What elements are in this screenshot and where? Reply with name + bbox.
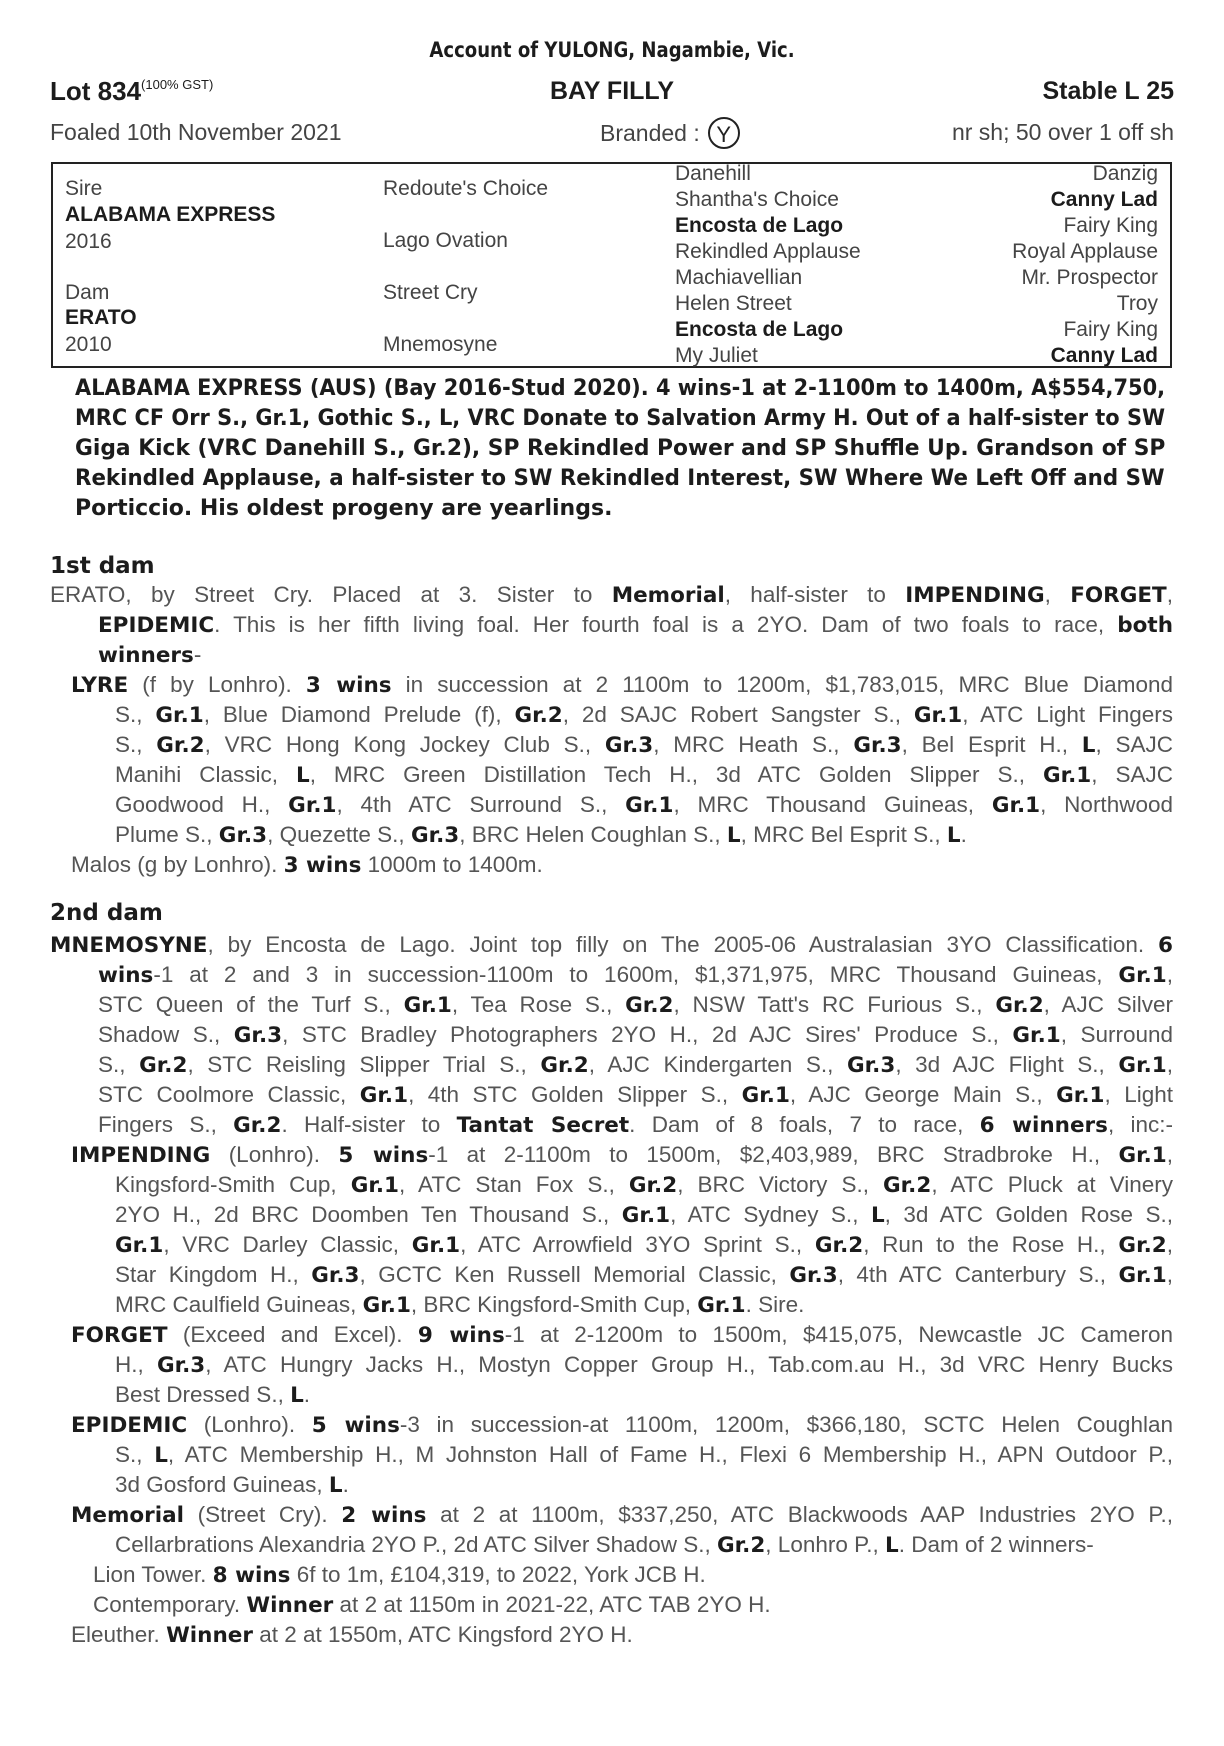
sire-summary-line: ALABAMA EXPRESS (AUS) (Bay 2016-Stud 2020). 4 wins-1 at 2-1100m to 1400m, A$554,750,: [75, 376, 1166, 401]
text-run: , GCTC Ken Russell Memorial Classic,: [359, 1262, 790, 1287]
highlight-text: wins: [98, 963, 154, 988]
text-run: , BRC Victory S.,: [677, 1172, 883, 1197]
highlight-text: 5 wins: [311, 1413, 400, 1438]
branded-label: Branded :: [600, 119, 700, 146]
second-dam-line: [71, 1140, 1173, 1171]
text-run: 2YO H., 2d BRC Doomben Ten Thousand S.,: [115, 1202, 622, 1227]
second-dam-line: [98, 1080, 1173, 1111]
dam-label: Dam: [65, 281, 110, 304]
text-run: , ATC Arrowfield 3YO Sprint S.,: [460, 1232, 815, 1257]
text-run: at 2 at 1550m, ATC Kingsford 2YO H.: [252, 1622, 633, 1647]
text-run: , STC Reisling Slipper Trial S.,: [187, 1052, 541, 1077]
sire-summary: [75, 374, 1165, 524]
second-dam-line: [71, 1410, 1173, 1441]
first-dam-line: [71, 670, 1173, 701]
second-dam-line: [93, 1560, 706, 1591]
text-run: . This is her fifth living foal. Her fourth foal is a 2YO. Dam of two foals to race,: [214, 612, 1118, 637]
text-run: Malos (g by Lonhro).: [71, 852, 284, 877]
highlight-text: L: [328, 1473, 343, 1498]
highlight-text: Gr.2: [233, 1113, 282, 1138]
text-run: , Run to the Rose H.,: [863, 1232, 1119, 1257]
highlight-text: Gr.2: [625, 993, 674, 1018]
text-run: Best Dressed S.,: [115, 1382, 291, 1407]
highlight-text: Gr.1: [359, 1083, 409, 1108]
highlight-text: 2 wins: [341, 1503, 427, 1528]
text-run: at 2 at 1150m in 2021-22, ATC TAB 2YO H.: [333, 1592, 771, 1617]
pedigree-gen3: Encosta de Lago: [675, 214, 844, 237]
highlight-text: L: [154, 1443, 168, 1468]
text-run: Eleuther.: [71, 1622, 167, 1647]
text-run: , Northwood: [1040, 792, 1173, 817]
pedigree-gen2: Street Cry: [383, 281, 478, 304]
highlight-text: 8 wins: [212, 1563, 291, 1588]
text-run: -3 in succession-at 1100m, 1200m, $366,180, SCTC Helen Coughlan: [399, 1412, 1173, 1437]
second-dam-line: [115, 1290, 804, 1321]
highlight-text: L: [726, 823, 741, 848]
text-run: , NSW Tatt's RC Furious S.,: [673, 992, 996, 1017]
text-run: S.,: [115, 1442, 155, 1467]
second-dam-line: [98, 960, 1173, 991]
text-run: , ATC Light Fingers: [962, 702, 1173, 727]
text-run: H.,: [115, 1352, 157, 1377]
highlight-text: Tantat Secret: [456, 1113, 630, 1138]
text-run: , 3d ATC Golden Rose S.,: [884, 1202, 1174, 1227]
text-run: , 4th ATC Canterbury S.,: [837, 1262, 1119, 1287]
highlight-text: Gr.2: [716, 1533, 766, 1558]
second-dam-line: [115, 1530, 1094, 1561]
highlight-text: Gr.2: [1118, 1233, 1167, 1258]
highlight-text: Gr.1: [362, 1293, 411, 1318]
text-run: , Blue Diamond Prelude (f),: [203, 702, 515, 727]
text-run: Shadow S.,: [98, 1022, 234, 1047]
text-run: ,: [1166, 1142, 1174, 1167]
brand-circle-icon: [708, 117, 740, 149]
highlight-text: 6 winners: [979, 1113, 1108, 1138]
first-dam-line: [115, 790, 1173, 821]
highlight-text: Gr.1: [411, 1233, 461, 1258]
pedigree-gen2: Lago Ovation: [383, 229, 508, 252]
text-run: , MRC Heath S.,: [653, 732, 854, 757]
first-dam-line: [98, 610, 1173, 641]
highlight-text: L: [884, 1533, 899, 1558]
pedigree-gen3: Shantha's Choice: [675, 188, 839, 211]
foaled-date: Foaled 10th November 2021: [50, 119, 342, 145]
highlight-text: winners: [98, 643, 194, 668]
text-run: , Light: [1104, 1082, 1173, 1107]
pedigree-gen3: Helen Street: [675, 292, 792, 315]
second-dam-line: [50, 930, 1173, 961]
text-run: ,: [1166, 582, 1173, 607]
second-dam-line: [115, 1350, 1173, 1381]
first-dam-heading: 1st dam: [50, 553, 155, 579]
highlight-text: Winner: [246, 1593, 334, 1618]
second-dam-heading: 2nd dam: [50, 900, 163, 926]
highlight-text: L: [870, 1203, 885, 1228]
highlight-text: EPIDEMIC: [98, 613, 215, 638]
text-run: Star Kingdom H.,: [115, 1262, 312, 1287]
text-run: ERATO, by Street Cry. Placed at 3. Sister to: [50, 582, 612, 607]
text-run: S.,: [98, 1052, 140, 1077]
highlight-text: Gr.3: [604, 733, 654, 758]
text-run: (f by Lonhro).: [128, 672, 306, 697]
text-run: , VRC Darley Classic,: [163, 1232, 412, 1257]
highlight-text: Gr.3: [218, 823, 268, 848]
pedigree-gen4: Fairy King: [1063, 214, 1158, 237]
highlight-text: Memorial: [611, 583, 725, 608]
highlight-text: Gr.1: [115, 1233, 164, 1258]
text-run: Lion Tower.: [93, 1562, 213, 1587]
highlight-text: Gr.1: [403, 993, 452, 1018]
text-run: at 2 at 1100m, $337,250, ATC Blackwoods AAP Industries 2YO P.,: [426, 1502, 1174, 1527]
text-run: , AJC Kindergarten S.,: [588, 1052, 847, 1077]
highlight-text: 9 wins: [417, 1323, 505, 1348]
sire-summary-line: Giga Kick (VRC Danehill S., Gr.2), SP Rekindled Power and SP Shuffle Up. Grandson of SP: [75, 436, 1166, 461]
second-dam-line: [115, 1260, 1173, 1291]
text-run: . Dam of 2 winners-: [898, 1532, 1094, 1557]
first-dam-line: [115, 760, 1173, 791]
highlight-text: Gr.2: [814, 1233, 864, 1258]
highlight-text: MNEMOSYNE: [50, 933, 208, 958]
highlight-text: Gr.1: [1118, 1143, 1167, 1168]
text-run: -: [193, 642, 202, 667]
pedigree-gen3: Danehill: [675, 162, 751, 185]
text-run: Fingers S.,: [98, 1112, 234, 1137]
highlight-text: Gr.3: [847, 1053, 896, 1078]
sire-year: 2016: [65, 230, 112, 253]
text-run: , ATC Membership H., M Johnston Hall of Fame H., Flexi 6 Membership H., APN Outdoor P.,: [167, 1442, 1174, 1467]
highlight-text: Gr.3: [410, 823, 460, 848]
second-dam-line: [115, 1230, 1173, 1261]
pedigree-gen4: Troy: [1116, 292, 1158, 315]
second-dam-line: [71, 1320, 1173, 1351]
second-dam-line: [115, 1170, 1173, 1201]
text-run: ,: [1166, 1052, 1173, 1077]
pedigree-gen3: My Juliet: [675, 344, 758, 367]
text-run: , by Encosta de Lago. Joint top filly on The 2005-06 Australasian 3YO Classification.: [207, 932, 1159, 957]
text-run: ,: [1166, 1262, 1174, 1287]
text-run: . Dam of 8 foals, 7 to race,: [629, 1112, 980, 1137]
text-run: in succession at 2 1100m to 1200m, $1,783,015, MRC Blue Diamond: [391, 672, 1173, 697]
highlight-text: Gr.3: [853, 733, 902, 758]
highlight-text: Winner: [166, 1623, 253, 1648]
highlight-text: Gr.1: [155, 703, 204, 728]
highlight-text: IMPENDING: [71, 1143, 211, 1168]
highlight-text: Gr.2: [995, 993, 1044, 1018]
text-run: , BRC Helen Coughlan S.,: [459, 822, 727, 847]
text-run: , ATC Sydney S.,: [670, 1202, 871, 1227]
highlight-text: Gr.1: [991, 793, 1041, 818]
pedigree-gen4: Canny Lad: [1050, 188, 1158, 211]
text-run: . Sire.: [745, 1292, 805, 1317]
highlight-text: Gr.3: [311, 1263, 360, 1288]
second-dam-line: [93, 1590, 771, 1621]
brand-marks: nr sh; 50 over 1 off sh: [951, 119, 1174, 145]
text-run: , MRC Bel Esprit S.,: [740, 822, 947, 847]
text-run: S.,: [115, 732, 157, 757]
horse-description: BAY FILLY: [549, 77, 675, 105]
text-run: , SAJC: [1095, 732, 1174, 757]
text-run: .: [342, 1472, 349, 1497]
second-dam-line: [71, 1500, 1173, 1531]
highlight-text: L: [946, 823, 961, 848]
highlight-text: Gr.1: [1118, 1263, 1167, 1288]
second-dam-line: [115, 1200, 1173, 1231]
text-run: ,: [1166, 962, 1173, 987]
highlight-text: Gr.1: [1012, 1023, 1061, 1048]
text-run: , VRC Hong Kong Jockey Club S.,: [204, 732, 605, 757]
first-dam-line: [115, 700, 1173, 731]
text-run: , half-sister to: [724, 582, 906, 607]
sire-summary-line: MRC CF Orr S., Gr.1, Gothic S., L, VRC Donate to Salvation Army H. Out of a half-sister to SW: [75, 406, 1166, 431]
pedigree-gen3: Encosta de Lago: [675, 318, 844, 341]
text-run: ,: [1166, 1232, 1173, 1257]
highlight-text: Gr.1: [913, 703, 963, 728]
text-run: , STC Bradley Photographers 2YO H., 2d AJC Sires' Produce S.,: [282, 1022, 1013, 1047]
lot-label: Lot 834: [50, 76, 142, 106]
highlight-text: Gr.3: [233, 1023, 283, 1048]
text-run: STC Queen of the Turf S.,: [98, 992, 404, 1017]
highlight-text: Gr.1: [1118, 963, 1167, 988]
branded-info: [600, 117, 740, 149]
text-run: Contemporary.: [93, 1592, 247, 1617]
text-run: , 4th ATC Surround S.,: [336, 792, 626, 817]
highlight-text: 5 wins: [338, 1143, 429, 1168]
text-run: , MRC Green Distillation Tech H., 3d ATC Golden Slipper S.,: [309, 762, 1043, 787]
text-run: , ATC Hungry Jacks H., Mostyn Copper Group H., Tab.com.au H., 3d VRC Henry Bucks: [205, 1352, 1173, 1377]
second-dam-line: [115, 1440, 1173, 1471]
text-run: , ATC Stan Fox S.,: [399, 1172, 629, 1197]
first-dam-line: [50, 580, 1173, 611]
sire-summary-line: Rekindled Applause, a half-sister to SW Rekindled Interest, SW Where We Left Off and SW: [75, 466, 1165, 491]
first-dam-line: [115, 730, 1173, 761]
highlight-text: Gr.1: [288, 793, 337, 818]
text-run: , AJC George Main S.,: [789, 1082, 1057, 1107]
text-run: 6f to 1m, £104,319, to 2022, York JCB H.: [290, 1562, 706, 1587]
highlight-text: L: [290, 1383, 304, 1408]
highlight-text: Gr.1: [1042, 763, 1092, 788]
second-dam-line: [98, 1020, 1173, 1051]
text-run: Plume S.,: [115, 822, 219, 847]
highlight-text: Gr.2: [156, 733, 205, 758]
sire-summary-line: Porticcio. His oldest progeny are yearlings.: [75, 496, 613, 521]
text-run: , Tea Rose S.,: [451, 992, 626, 1017]
text-run: , ATC Pluck at Vinery: [931, 1172, 1173, 1197]
pedigree-gen4: Fairy King: [1063, 318, 1158, 341]
highlight-text: Gr.3: [156, 1353, 206, 1378]
highlight-text: both: [1117, 613, 1173, 638]
text-run: , Bel Esprit H.,: [901, 732, 1082, 757]
pedigree-gen3: Rekindled Applause: [675, 240, 861, 263]
sire-label: Sire: [65, 177, 103, 200]
pedigree-gen4: Canny Lad: [1050, 344, 1158, 367]
text-run: , 3d AJC Flight S.,: [895, 1052, 1119, 1077]
highlight-text: Gr.2: [628, 1173, 678, 1198]
highlight-text: 6: [1158, 933, 1173, 958]
text-run: . Half-sister to: [281, 1112, 457, 1137]
text-run: MRC Caulfield Guineas,: [115, 1292, 363, 1317]
highlight-text: FORGET: [71, 1323, 168, 1348]
highlight-text: Gr.1: [1118, 1053, 1167, 1078]
highlight-text: Gr.1: [621, 1203, 671, 1228]
text-run: -1 at 2 and 3 in succession-1100m to 1600m, $1,371,975, MRC Thousand Guineas,: [153, 962, 1119, 987]
highlight-text: Gr.2: [139, 1053, 188, 1078]
text-run: (Lonhro).: [210, 1142, 339, 1167]
highlight-text: 3 wins: [305, 673, 392, 698]
highlight-text: FORGET: [1070, 583, 1167, 608]
pedigree-gen4: Mr. Prospector: [1021, 266, 1158, 289]
text-run: , 4th STC Golden Slipper S.,: [408, 1082, 742, 1107]
first-dam-line: [115, 820, 967, 851]
first-dam-line: [71, 850, 543, 881]
highlight-text: Gr.1: [741, 1083, 790, 1108]
second-dam-line: [98, 1110, 1173, 1141]
text-run: (Exceed and Excel).: [167, 1322, 418, 1347]
text-run: S.,: [115, 702, 156, 727]
highlight-text: 3 wins: [283, 853, 362, 878]
text-run: , 2d SAJC Robert Sangster S.,: [562, 702, 914, 727]
text-run: Goodwood H.,: [115, 792, 289, 817]
stable-location: Stable L 25: [1042, 77, 1174, 105]
highlight-text: IMPENDING: [905, 583, 1045, 608]
highlight-text: Gr.1: [625, 793, 674, 818]
highlight-text: Gr.2: [540, 1053, 589, 1078]
highlight-text: L: [295, 763, 310, 788]
dam-year: 2010: [65, 333, 112, 356]
text-run: 1000m to 1400m.: [361, 852, 543, 877]
text-run: .: [960, 822, 967, 847]
text-run: , inc:-: [1107, 1112, 1173, 1137]
pedigree-gen2: Mnemosyne: [383, 333, 498, 356]
brand-symbol: Y: [716, 122, 732, 147]
pedigree-gen2: Redoute's Choice: [383, 177, 549, 200]
sire-name: ALABAMA EXPRESS: [65, 203, 276, 226]
second-dam-line: [98, 990, 1173, 1021]
highlight-text: Memorial: [71, 1503, 185, 1528]
account-line: Account of YULONG, Nagambie, Vic.: [429, 38, 795, 62]
highlight-text: Gr.1: [1056, 1083, 1105, 1108]
first-dam-line: [98, 640, 201, 671]
pedigree-table: [51, 162, 1172, 368]
text-run: (Lonhro).: [187, 1412, 312, 1437]
pedigree-gen4: Danzig: [1092, 162, 1158, 185]
pedigree-gen3: Machiavellian: [675, 266, 803, 289]
text-run: STC Coolmore Classic,: [98, 1082, 360, 1107]
second-dam-line: [115, 1380, 310, 1411]
text-run: , Surround: [1060, 1022, 1174, 1047]
text-run: (Street Cry).: [184, 1502, 342, 1527]
highlight-text: L: [1081, 733, 1096, 758]
highlight-text: EPIDEMIC: [71, 1413, 188, 1438]
text-run: Kingsford-Smith Cup,: [115, 1172, 351, 1197]
highlight-text: Gr.2: [883, 1173, 932, 1198]
text-run: , Quezette S.,: [267, 822, 411, 847]
second-dam-line: [98, 1050, 1173, 1081]
text-run: ,: [1044, 582, 1071, 607]
highlight-text: Gr.1: [350, 1173, 399, 1198]
text-run: , SAJC: [1091, 762, 1173, 787]
highlight-text: Gr.2: [514, 703, 563, 728]
text-run: -1 at 2-1100m to 1500m, $2,403,989, BRC Stradbroke H.,: [428, 1142, 1119, 1167]
text-run: , AJC Silver: [1043, 992, 1173, 1017]
text-run: Manihi Classic,: [115, 762, 296, 787]
text-run: , BRC Kingsford-Smith Cup,: [410, 1292, 698, 1317]
text-run: .: [303, 1382, 311, 1407]
text-run: , MRC Thousand Guineas,: [673, 792, 992, 817]
highlight-text: Gr.3: [789, 1263, 838, 1288]
highlight-text: Gr.1: [697, 1293, 746, 1318]
text-run: Cellarbrations Alexandria 2YO P., 2d ATC Silver Shadow S.,: [115, 1532, 717, 1557]
text-run: 3d Gosford Guineas,: [115, 1472, 329, 1497]
gst-note: (100% GST): [141, 77, 214, 92]
highlight-text: LYRE: [71, 673, 129, 698]
pedigree-gen4: Royal Applause: [1012, 240, 1158, 263]
second-dam-line: [71, 1620, 633, 1651]
second-dam-line: [115, 1470, 349, 1501]
text-run: -1 at 2-1200m to 1500m, $415,075, Newcastle JC Cameron: [504, 1322, 1173, 1347]
dam-name: ERATO: [65, 306, 137, 329]
text-run: , Lonhro P.,: [765, 1532, 885, 1557]
